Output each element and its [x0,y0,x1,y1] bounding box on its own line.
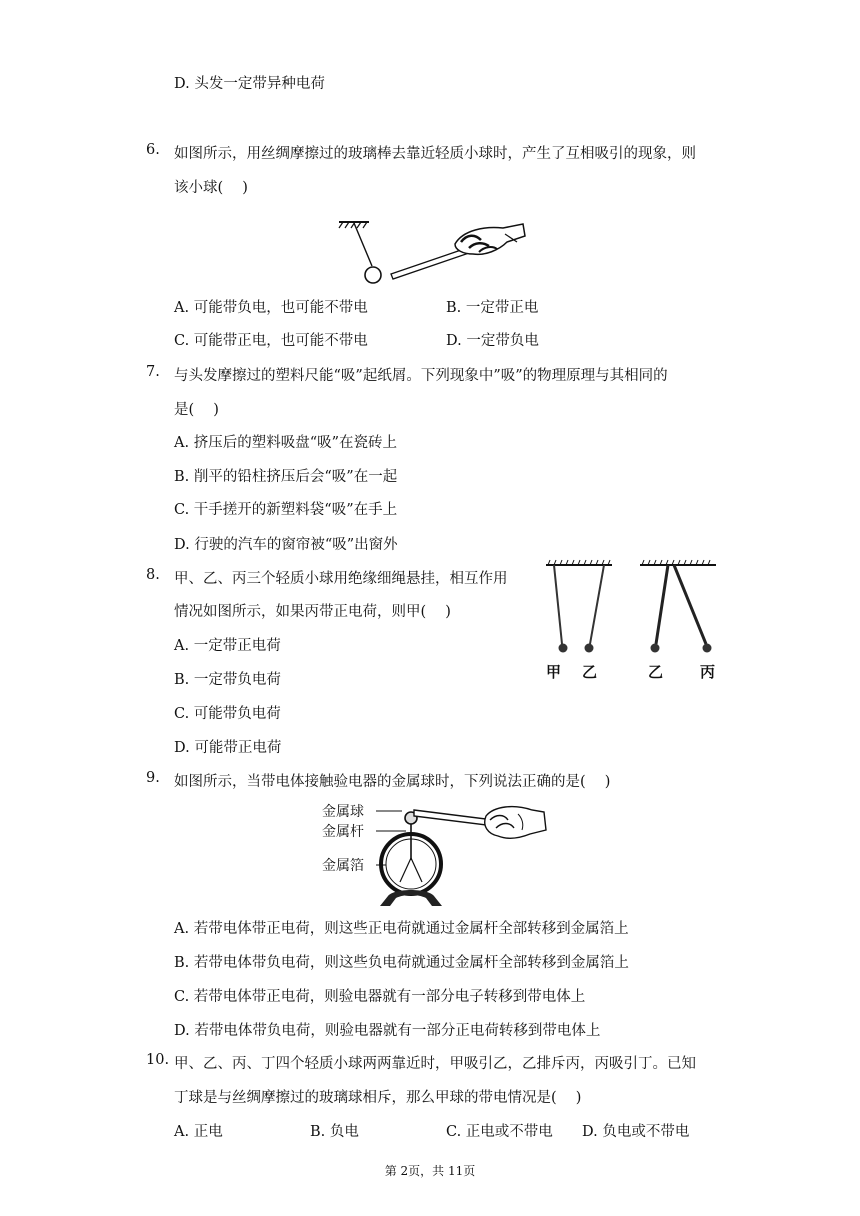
q9-option-b: B. 若带电体带负电荷，则这些负电荷就通过金属杆全部转移到金属箔上 [174,955,629,971]
q9-label-metal-foil: 金属箔 [322,858,364,874]
q8-option-b: B. 一定带负电荷 [174,672,281,688]
q8-stem-line1: 甲、乙、丙三个轻质小球用绝缘细绳悬挂，相互作用 [174,571,508,587]
q9-stem-line1: 如图所示，当带电体接触验电器的金属球时，下列说法正确的是( ) [174,774,611,790]
q7-option-b: B. 削平的铅柱挤压后会“吸”在一起 [174,469,398,485]
q7-option-d: D. 行驶的汽车的窗帘被“吸”出窗外 [174,537,398,553]
q8-label-yi-1: 乙 [582,663,598,681]
q10-option-d: D. 负电或不带电 [582,1124,690,1140]
q9-label-metal-ball: 金属球 [322,804,364,820]
q9-option-c: C. 若带电体带正电荷，则验电器就有一部分电子转移到带电体上 [174,989,586,1005]
q6-option-b: B. 一定带正电 [446,300,539,316]
q9-figure-electroscope [318,798,548,910]
q6-number: 6. [146,142,160,158]
q6-option-d: D. 一定带负电 [446,333,539,349]
q10-number: 10. [146,1052,170,1068]
q8-label-yi-2: 乙 [648,663,664,681]
q6-figure-glass-rod-and-ball [335,214,535,289]
q9-label-metal-rod: 金属杆 [322,824,364,840]
q6-option-c: C. 可能带正电，也可能不带电 [174,333,368,349]
q7-number: 7. [146,364,160,380]
q9-option-a: A. 若带电体带正电荷，则这些正电荷就通过金属杆全部转移到金属箔上 [174,921,629,937]
q5-option-d: D. 头发一定带异种电荷 [174,76,325,92]
q10-option-b: B. 负电 [310,1124,359,1140]
q10-option-c: C. 正电或不带电 [446,1124,553,1140]
q8-label-jia-1: 甲 [546,663,562,681]
q10-stem-line1: 甲、乙、丙、丁四个轻质小球两两靠近时，甲吸引乙，乙排斥丙，丙吸引丁。已知 [174,1056,696,1072]
q9-option-d: D. 若带电体带负电荷，则验电器就有一部分正电荷转移到带电体上 [174,1023,601,1039]
q7-stem-line1: 与头发摩擦过的塑料尺能“吸”起纸屑。下列现象中”吸”的物理原理与其相同的 [174,368,668,384]
q8-label-bing: 丙 [700,663,716,681]
q6-stem-line1: 如图所示，用丝绸摩擦过的玻璃棒去靠近轻质小球时，产生了互相吸引的现象，则 [174,146,696,162]
q8-option-a: A. 一定带正电荷 [174,638,281,654]
q8-stem-line2: 情况如图所示，如果丙带正电荷，则甲( ) [174,604,451,620]
q7-option-c: C. 干手搓开的新塑料袋“吸”在手上 [174,502,398,518]
q8-option-c: C. 可能带负电荷 [174,706,281,722]
q8-figure-hanging-balls [542,560,722,685]
q6-option-a: A. 可能带负电，也可能不带电 [174,300,368,316]
page-footer: 第 2页，共 11页 [384,1164,476,1178]
q7-option-a: A. 挤压后的塑料吸盘“吸”在瓷砖上 [174,435,398,451]
q8-number: 8. [146,567,160,583]
q10-option-a: A. 正电 [174,1124,223,1140]
q8-option-d: D. 可能带正电荷 [174,740,282,756]
q7-stem-line2: 是( ) [174,402,219,418]
q6-stem-line2: 该小球( ) [174,180,248,196]
q9-number: 9. [146,770,160,786]
q10-stem-line2: 丁球是与丝绸摩擦过的玻璃球相斥，那么甲球的带电情况是( ) [174,1090,582,1106]
